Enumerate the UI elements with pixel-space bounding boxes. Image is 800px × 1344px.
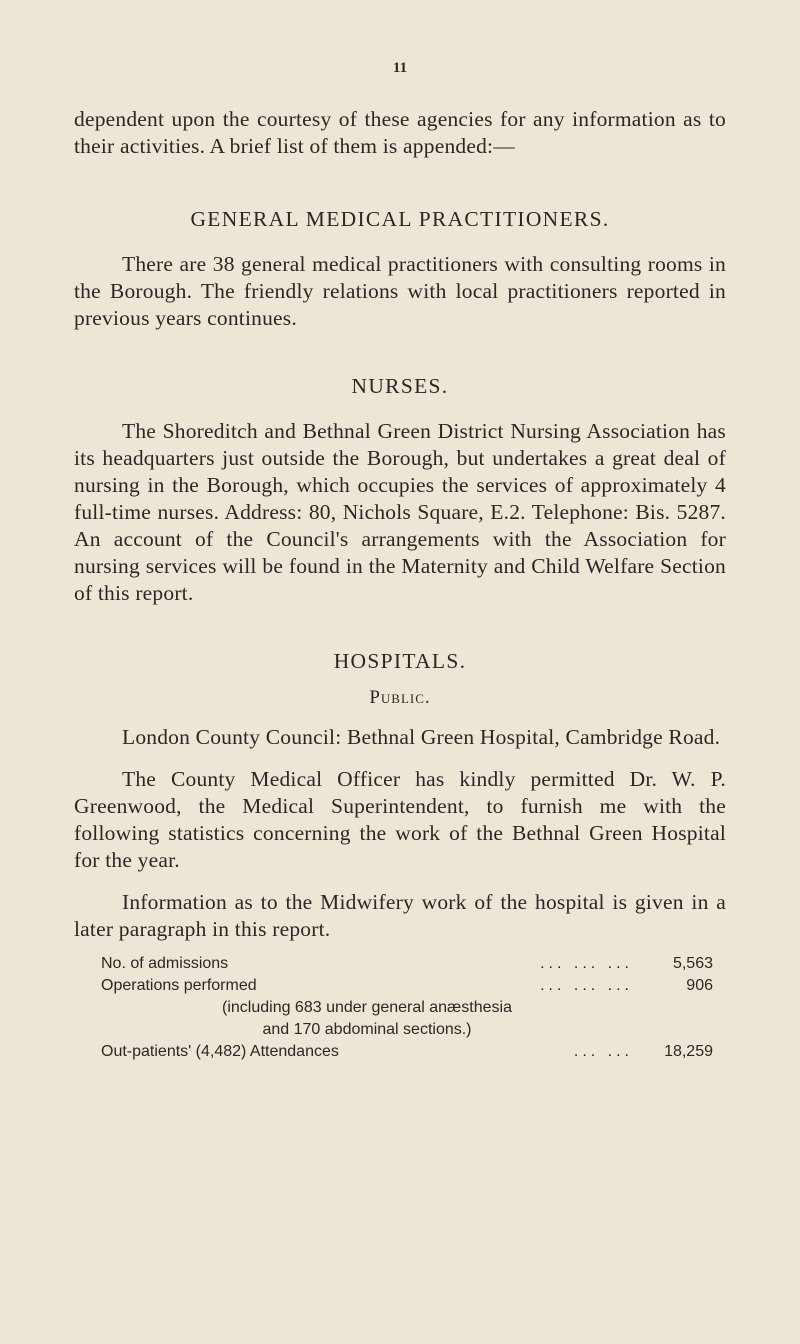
admissions-label: No. of admissions — [101, 955, 229, 972]
table-row — [101, 955, 713, 977]
lcc-paragraph: London County Council: Bethnal Green Hospital, Cambridge Road. — [122, 725, 721, 749]
operations-note-2: and 170 abdominal sections.) — [262, 1021, 472, 1038]
gp-paragraph: There are 38 general medical practitioners with consulting rooms in the Borough. The friendly relations with local practitioners reported in previous years continues. — [74, 252, 726, 330]
table-row — [101, 1043, 713, 1065]
operations-note-1: (including 683 under general anæsthesia — [222, 999, 512, 1016]
operations-value: 906 — [686, 977, 713, 994]
nurses-heading: NURSES. — [351, 374, 449, 398]
page-content — [74, 106, 726, 1065]
midwifery-paragraph: Information as to the Midwifery work of the hospital is given in a later paragraph in this report. — [74, 890, 726, 941]
county-officer-paragraph: The County Medical Officer has kindly permitted Dr. W. P. Greenwood, the Medical Superintendent, to furnish me with the following statistics concerning the work of the Bethnal Green Hospital for the year. — [74, 767, 726, 872]
table-row — [101, 1021, 713, 1043]
gp-heading: GENERAL MEDICAL PRACTITIONERS. — [190, 207, 610, 231]
table-row — [101, 999, 713, 1021]
hospitals-heading: HOSPITALS. — [333, 649, 467, 673]
leader-dots: ... ... ... — [540, 977, 633, 994]
outpatients-value: 18,259 — [664, 1043, 713, 1060]
public-subheading: Public. — [369, 687, 431, 708]
outpatients-label: Out-patients' (4,482) Attendances — [101, 1043, 339, 1060]
table-row — [101, 977, 713, 999]
leader-dots: ... ... — [573, 1043, 633, 1060]
page-number: 11 — [392, 60, 408, 76]
hospital-statistics-table — [101, 955, 713, 1065]
operations-label: Operations performed — [101, 977, 257, 994]
intro-paragraph: dependent upon the courtesy of these agencies for any information as to their activities. A brief list of them is appended:— — [74, 107, 726, 158]
nurses-paragraph: The Shoreditch and Bethnal Green District Nursing Association has its headquarters just outside the Borough, but undertakes a great deal of nursing in the Borough, which occupies the services of approximately 4 full-time nurses. Address: 80, Nichols Square, E.2. Telephone: Bis. 5287. An account of the Council's arrangements with the Association for nursing services will be found in the Maternity and Child Welfare Section of this report. — [74, 419, 726, 605]
admissions-value: 5,563 — [672, 955, 713, 972]
leader-dots: ... ... ... — [540, 955, 633, 972]
